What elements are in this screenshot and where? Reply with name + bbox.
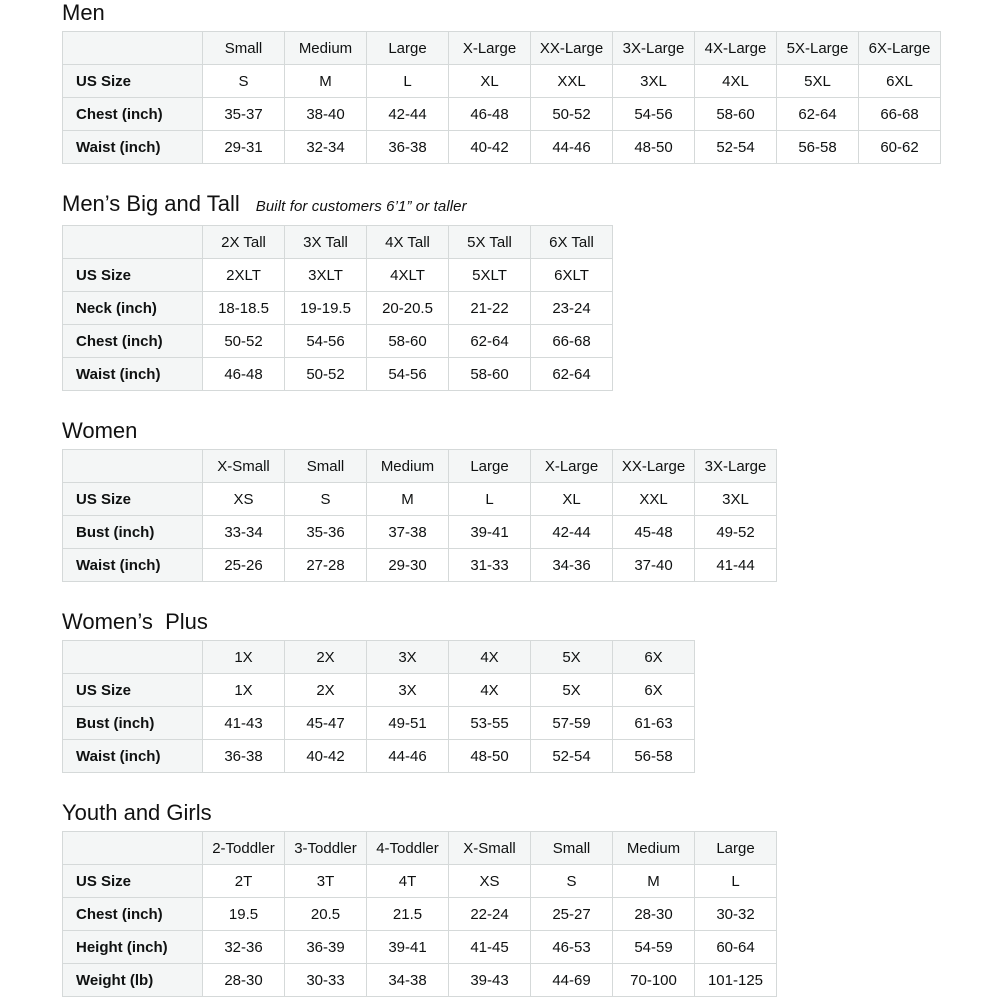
- table-row: [63, 740, 695, 773]
- column-header: 4X Tall: [367, 226, 449, 259]
- size-cell: 66-68: [531, 325, 613, 358]
- column-header: X-Small: [203, 450, 285, 483]
- size-cell: 61-63: [613, 707, 695, 740]
- row-label: US Size: [63, 483, 203, 516]
- size-cell: L: [367, 65, 449, 98]
- table-row: [63, 325, 613, 358]
- row-label: Height (inch): [63, 931, 203, 964]
- size-cell: 101-125: [695, 964, 777, 997]
- table-row: [63, 898, 777, 931]
- size-cell: 5XLT: [449, 259, 531, 292]
- row-label: US Size: [63, 65, 203, 98]
- section-title-text: Women’s Plus: [62, 609, 208, 634]
- size-cell: 49-51: [367, 707, 449, 740]
- size-cell: 50-52: [203, 325, 285, 358]
- size-cell: 44-69: [531, 964, 613, 997]
- size-cell: 36-39: [285, 931, 367, 964]
- size-cell: 54-56: [613, 98, 695, 131]
- column-header: Small: [203, 32, 285, 65]
- size-table-womens-plus: [62, 640, 695, 773]
- column-header: 4X: [449, 641, 531, 674]
- column-header: Large: [695, 832, 777, 865]
- size-cell: 28-30: [613, 898, 695, 931]
- corner-cell: [63, 832, 203, 865]
- table-head: [63, 641, 695, 674]
- size-cell: M: [367, 483, 449, 516]
- size-table-mens-big-and-tall: [62, 225, 613, 391]
- column-header: 1X: [203, 641, 285, 674]
- table-row: [63, 865, 777, 898]
- size-cell: 18-18.5: [203, 292, 285, 325]
- size-cell: 42-44: [367, 98, 449, 131]
- size-cell: 58-60: [449, 358, 531, 391]
- column-header: Medium: [285, 32, 367, 65]
- column-header: XX-Large: [613, 450, 695, 483]
- size-cell: L: [695, 865, 777, 898]
- size-cell: 62-64: [531, 358, 613, 391]
- size-cell: 42-44: [531, 516, 613, 549]
- section-title-text: Men’s Big and Tall: [62, 191, 240, 216]
- table-row: [63, 131, 941, 164]
- column-header: X-Large: [449, 32, 531, 65]
- size-cell: XXL: [531, 65, 613, 98]
- column-header: XX-Large: [531, 32, 613, 65]
- size-cell: 6XL: [859, 65, 941, 98]
- corner-cell: [63, 32, 203, 65]
- size-cell: 39-41: [367, 931, 449, 964]
- column-header: 5X: [531, 641, 613, 674]
- size-cell: 62-64: [777, 98, 859, 131]
- corner-cell: [63, 226, 203, 259]
- size-cell: 66-68: [859, 98, 941, 131]
- size-section-mens-big-and-tall: [62, 191, 1000, 391]
- size-cell: L: [449, 483, 531, 516]
- size-cell: 29-30: [367, 549, 449, 582]
- size-cell: 34-36: [531, 549, 613, 582]
- size-table-men: [62, 31, 941, 164]
- column-header: Medium: [367, 450, 449, 483]
- section-title-text: Youth and Girls: [62, 800, 212, 825]
- size-cell: 36-38: [203, 740, 285, 773]
- row-label: Weight (lb): [63, 964, 203, 997]
- size-cell: 28-30: [203, 964, 285, 997]
- section-title: [62, 800, 1000, 826]
- size-cell: 21-22: [449, 292, 531, 325]
- column-header: 3-Toddler: [285, 832, 367, 865]
- row-label: Waist (inch): [63, 549, 203, 582]
- column-header: 4-Toddler: [367, 832, 449, 865]
- table-body: [63, 65, 941, 164]
- size-cell: 30-33: [285, 964, 367, 997]
- size-cell: 21.5: [367, 898, 449, 931]
- size-cell: 52-54: [695, 131, 777, 164]
- size-cell: 3XLT: [285, 259, 367, 292]
- header-row: [63, 641, 695, 674]
- column-header: X-Large: [531, 450, 613, 483]
- corner-cell: [63, 450, 203, 483]
- table-row: [63, 707, 695, 740]
- size-cell: M: [613, 865, 695, 898]
- size-cell: 52-54: [531, 740, 613, 773]
- size-cell: 6XLT: [531, 259, 613, 292]
- size-cell: 46-53: [531, 931, 613, 964]
- size-cell: 29-31: [203, 131, 285, 164]
- column-header: 4X-Large: [695, 32, 777, 65]
- size-cell: 41-45: [449, 931, 531, 964]
- row-label: US Size: [63, 865, 203, 898]
- size-cell: 3T: [285, 865, 367, 898]
- size-cell: 56-58: [777, 131, 859, 164]
- row-label: Chest (inch): [63, 898, 203, 931]
- size-cell: 34-38: [367, 964, 449, 997]
- column-header: 6X-Large: [859, 32, 941, 65]
- size-cell: 3XL: [695, 483, 777, 516]
- size-cell: 4X: [449, 674, 531, 707]
- table-row: [63, 674, 695, 707]
- table-row: [63, 358, 613, 391]
- column-header: 5X-Large: [777, 32, 859, 65]
- column-header: 3X Tall: [285, 226, 367, 259]
- size-cell: 44-46: [531, 131, 613, 164]
- table-row: [63, 931, 777, 964]
- column-header: Large: [367, 32, 449, 65]
- table-row: [63, 483, 777, 516]
- row-label: Waist (inch): [63, 740, 203, 773]
- size-cell: 3X: [367, 674, 449, 707]
- row-label: Waist (inch): [63, 358, 203, 391]
- section-title-text: Women: [62, 418, 138, 443]
- header-row: [63, 450, 777, 483]
- row-label: Bust (inch): [63, 707, 203, 740]
- size-cell: 4XL: [695, 65, 777, 98]
- size-table-youth-and-girls: [62, 831, 777, 997]
- size-cell: 32-34: [285, 131, 367, 164]
- size-cell: 35-36: [285, 516, 367, 549]
- size-cell: 1X: [203, 674, 285, 707]
- table-body: [63, 674, 695, 773]
- size-cell: 60-64: [695, 931, 777, 964]
- column-header: 2X Tall: [203, 226, 285, 259]
- size-cell: 4XLT: [367, 259, 449, 292]
- section-title-text: Men: [62, 0, 105, 25]
- size-cell: 20-20.5: [367, 292, 449, 325]
- table-row: [63, 259, 613, 292]
- row-label: Neck (inch): [63, 292, 203, 325]
- size-cell: 19-19.5: [285, 292, 367, 325]
- table-body: [63, 483, 777, 582]
- table-body: [63, 865, 777, 997]
- corner-cell: [63, 641, 203, 674]
- column-header: 6X Tall: [531, 226, 613, 259]
- table-head: [63, 832, 777, 865]
- table-row: [63, 964, 777, 997]
- size-cell: 3XL: [613, 65, 695, 98]
- size-cell: 45-47: [285, 707, 367, 740]
- size-cell: 32-36: [203, 931, 285, 964]
- size-cell: 44-46: [367, 740, 449, 773]
- size-cell: 27-28: [285, 549, 367, 582]
- section-subtitle: Built for customers 6’1” or taller: [255, 198, 467, 215]
- column-header: 5X Tall: [449, 226, 531, 259]
- size-cell: 48-50: [449, 740, 531, 773]
- header-row: [63, 832, 777, 865]
- size-cell: 2XLT: [203, 259, 285, 292]
- size-cell: 45-48: [613, 516, 695, 549]
- size-cell: 54-56: [367, 358, 449, 391]
- table-row: [63, 549, 777, 582]
- size-cell: 31-33: [449, 549, 531, 582]
- size-cell: 2T: [203, 865, 285, 898]
- size-cell: 56-58: [613, 740, 695, 773]
- section-title: [62, 0, 1000, 26]
- size-cell: 39-41: [449, 516, 531, 549]
- table-row: [63, 65, 941, 98]
- size-cell: 62-64: [449, 325, 531, 358]
- size-cell: 5XL: [777, 65, 859, 98]
- size-cell: 50-52: [531, 98, 613, 131]
- table-row: [63, 292, 613, 325]
- size-cell: 39-43: [449, 964, 531, 997]
- size-cell: 38-40: [285, 98, 367, 131]
- size-cell: 41-44: [695, 549, 777, 582]
- size-cell: 46-48: [203, 358, 285, 391]
- row-label: Chest (inch): [63, 98, 203, 131]
- column-header: X-Small: [449, 832, 531, 865]
- table-row: [63, 516, 777, 549]
- size-cell: 53-55: [449, 707, 531, 740]
- size-chart-page: [62, 0, 1000, 997]
- size-cell: 70-100: [613, 964, 695, 997]
- size-cell: 54-59: [613, 931, 695, 964]
- size-cell: 58-60: [695, 98, 777, 131]
- section-title: [62, 418, 1000, 444]
- row-label: Chest (inch): [63, 325, 203, 358]
- size-cell: XS: [203, 483, 285, 516]
- size-cell: 48-50: [613, 131, 695, 164]
- size-cell: 37-40: [613, 549, 695, 582]
- column-header: 3X-Large: [613, 32, 695, 65]
- size-cell: 19.5: [203, 898, 285, 931]
- table-row: [63, 98, 941, 131]
- size-section-womens-plus: [62, 609, 1000, 773]
- column-header: Small: [285, 450, 367, 483]
- size-cell: 20.5: [285, 898, 367, 931]
- table-head: [63, 226, 613, 259]
- size-section-youth-and-girls: [62, 800, 1000, 997]
- size-cell: 25-27: [531, 898, 613, 931]
- size-cell: 23-24: [531, 292, 613, 325]
- size-cell: 50-52: [285, 358, 367, 391]
- column-header: Medium: [613, 832, 695, 865]
- size-cell: 2X: [285, 674, 367, 707]
- row-label: US Size: [63, 259, 203, 292]
- size-cell: 37-38: [367, 516, 449, 549]
- column-header: Small: [531, 832, 613, 865]
- size-cell: 46-48: [449, 98, 531, 131]
- size-cell: M: [285, 65, 367, 98]
- size-cell: 33-34: [203, 516, 285, 549]
- size-cell: 25-26: [203, 549, 285, 582]
- size-table-women: [62, 449, 777, 582]
- size-cell: 40-42: [285, 740, 367, 773]
- size-cell: 22-24: [449, 898, 531, 931]
- column-header: 3X-Large: [695, 450, 777, 483]
- size-cell: 57-59: [531, 707, 613, 740]
- table-head: [63, 32, 941, 65]
- size-cell: 36-38: [367, 131, 449, 164]
- size-cell: 54-56: [285, 325, 367, 358]
- size-cell: 30-32: [695, 898, 777, 931]
- size-cell: XL: [449, 65, 531, 98]
- size-cell: 41-43: [203, 707, 285, 740]
- size-cell: 5X: [531, 674, 613, 707]
- column-header: 3X: [367, 641, 449, 674]
- column-header: Large: [449, 450, 531, 483]
- size-cell: XXL: [613, 483, 695, 516]
- column-header: 2-Toddler: [203, 832, 285, 865]
- header-row: [63, 226, 613, 259]
- size-cell: 49-52: [695, 516, 777, 549]
- size-cell: XS: [449, 865, 531, 898]
- size-cell: S: [203, 65, 285, 98]
- section-title: [62, 609, 1000, 635]
- row-label: Bust (inch): [63, 516, 203, 549]
- table-body: [63, 259, 613, 391]
- size-cell: 6X: [613, 674, 695, 707]
- column-header: 2X: [285, 641, 367, 674]
- size-section-women: [62, 418, 1000, 582]
- size-cell: 35-37: [203, 98, 285, 131]
- size-cell: 40-42: [449, 131, 531, 164]
- size-cell: XL: [531, 483, 613, 516]
- row-label: US Size: [63, 674, 203, 707]
- size-cell: 4T: [367, 865, 449, 898]
- size-cell: 58-60: [367, 325, 449, 358]
- column-header: 6X: [613, 641, 695, 674]
- size-cell: S: [531, 865, 613, 898]
- size-section-men: [62, 0, 1000, 164]
- row-label: Waist (inch): [63, 131, 203, 164]
- table-head: [63, 450, 777, 483]
- size-cell: 60-62: [859, 131, 941, 164]
- header-row: [63, 32, 941, 65]
- section-title: [62, 191, 1000, 220]
- size-cell: S: [285, 483, 367, 516]
